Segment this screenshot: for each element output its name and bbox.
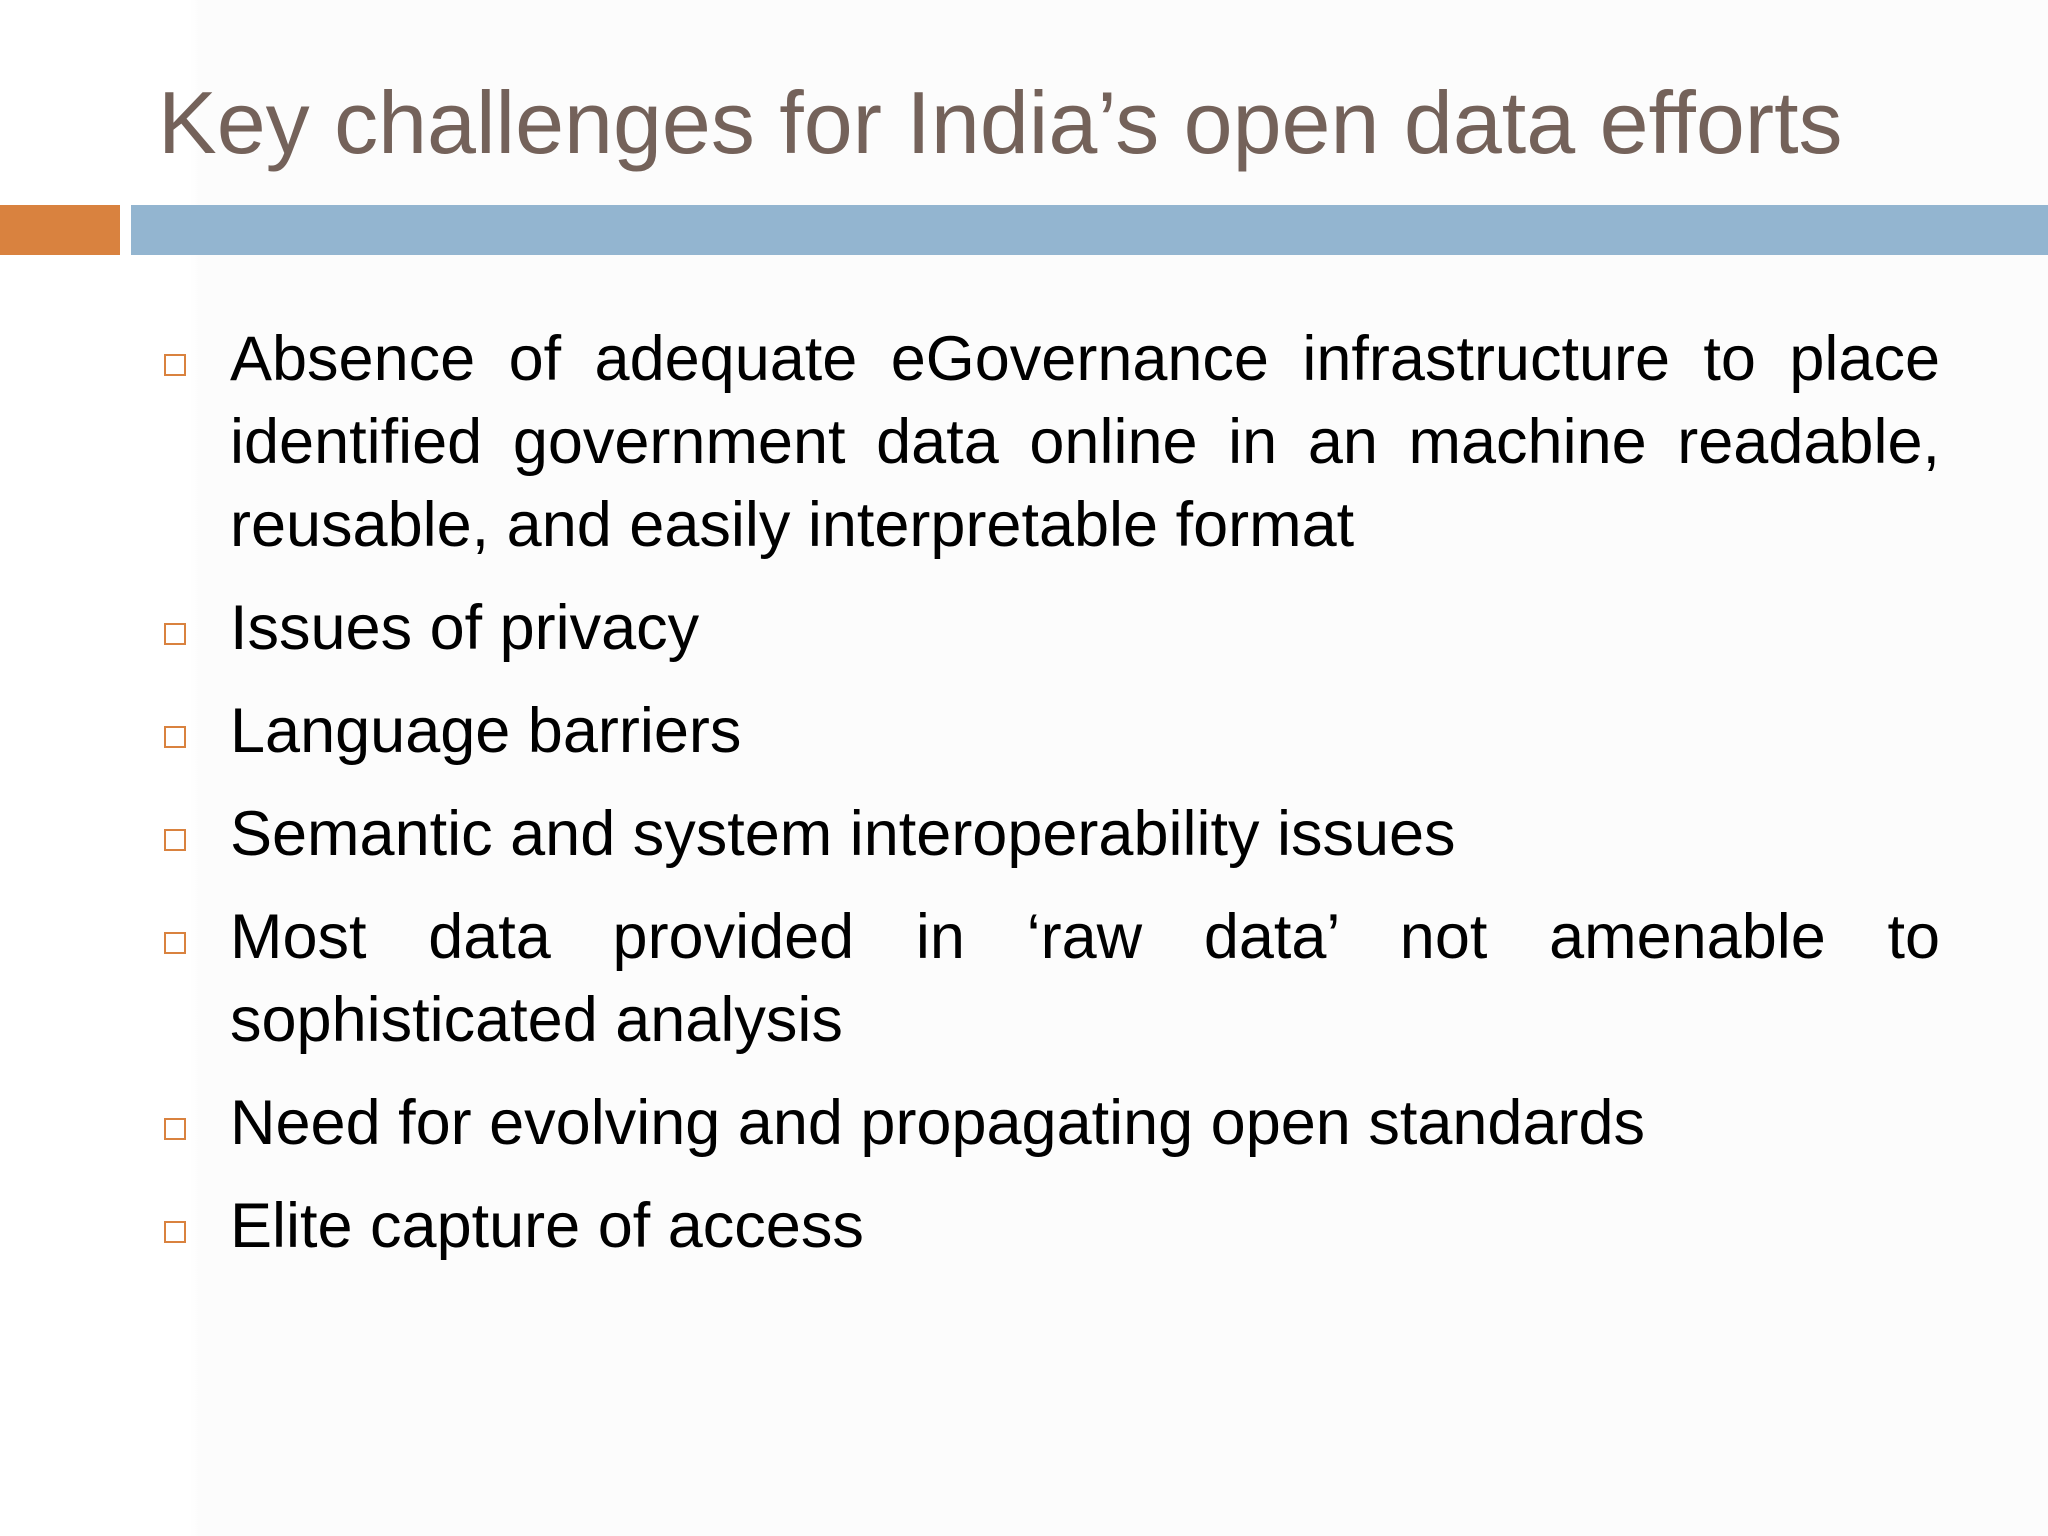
- list-item: [158, 1082, 1940, 1165]
- list-item: [158, 793, 1940, 876]
- bullet-text: Elite capture of access: [230, 1191, 864, 1261]
- hollow-square-bullet-icon: [164, 623, 186, 645]
- bullet-list: [158, 318, 1940, 1288]
- list-item: [158, 1185, 1940, 1268]
- hollow-square-bullet-icon: [164, 726, 186, 748]
- hollow-square-bullet-icon: [164, 354, 186, 376]
- hollow-square-bullet-icon: [164, 829, 186, 851]
- title-accent-bar: [0, 205, 120, 255]
- bullet-text: Language barriers: [230, 696, 742, 766]
- slide-title: Key challenges for India’s open data efforts: [158, 73, 1843, 172]
- bullet-text: Issues of privacy: [230, 593, 700, 663]
- title-underline-band: [131, 205, 2048, 255]
- list-item: [158, 318, 1940, 567]
- bullet-text: Absence of adequate eGovernance infrastructure to place identified government data online in an machine readable, reusable, and easily interpretable format: [230, 324, 1940, 560]
- list-item: [158, 690, 1940, 773]
- hollow-square-bullet-icon: [164, 1221, 186, 1243]
- bullet-text: Need for evolving and propagating open standards: [230, 1088, 1646, 1158]
- list-item: [158, 896, 1940, 1062]
- hollow-square-bullet-icon: [164, 932, 186, 954]
- bullet-text: Most data provided in ‘raw data’ not amenable to sophisticated analysis: [230, 902, 1940, 1055]
- hollow-square-bullet-icon: [164, 1118, 186, 1140]
- bullet-text: Semantic and system interoperability issues: [230, 799, 1456, 869]
- list-item: [158, 587, 1940, 670]
